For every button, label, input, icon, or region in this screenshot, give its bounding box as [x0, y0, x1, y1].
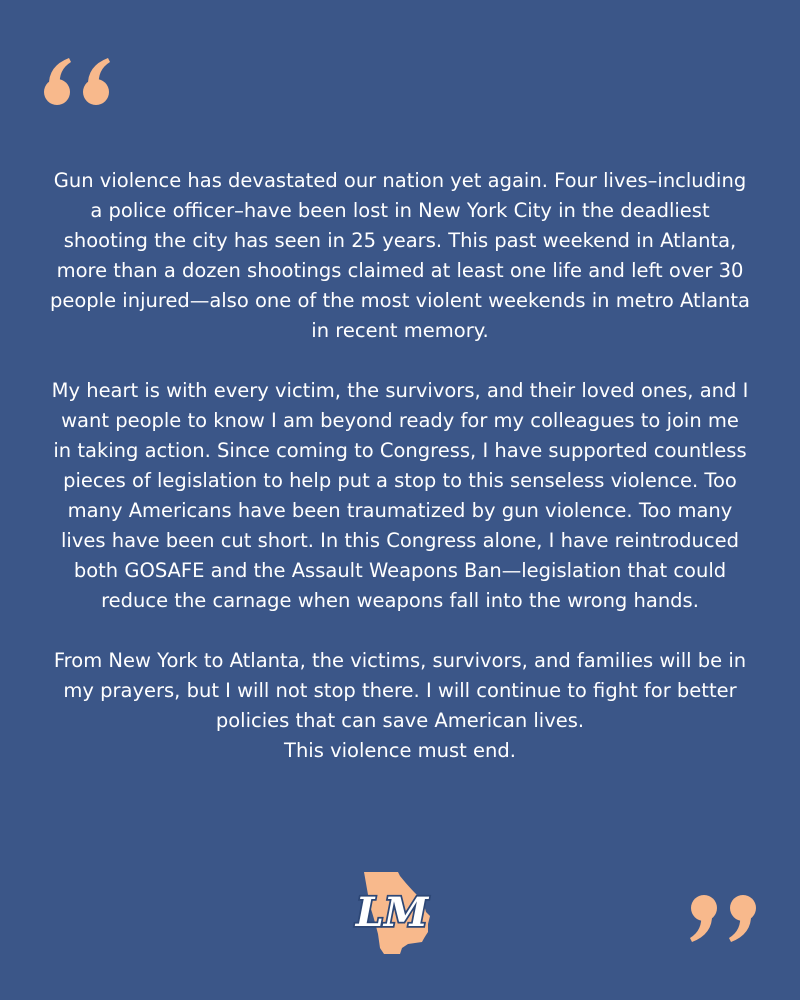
close-quote-icon	[680, 892, 760, 948]
statement-paragraph-3	[50, 646, 750, 766]
closing-line: This violence must end.	[284, 739, 516, 762]
statement-text	[50, 166, 750, 766]
statement-paragraph-3-text: From New York to Atlanta, the victims, survivors, and families will be in my prayers, but I will not stop there. I will continue to fight for better policies that can save American lives.	[53, 649, 747, 732]
statement-paragraph-1: Gun violence has devastated our nation yet again. Four lives–including a police officer–have been lost in New York City in the deadliest shooting the city has seen in 25 years. This past weekend in Atlanta, more than a dozen shootings claimed at least one life and left over 30 people injured—also one of the most violent weekends in metro Atlanta in recent memory.	[50, 169, 751, 342]
georgia-state-logo-icon	[348, 868, 440, 960]
open-quote-icon	[40, 52, 120, 108]
statement-paragraph-2: My heart is with every victim, the survivors, and their loved ones, and I want people to know I am beyond ready for my colleagues to join me in taking action. Since coming to Congress, I have supported countless pieces of legislation to help put a stop to this senseless violence. Too many Americans have been traumatized by gun violence. Too many lives have been cut short. In this Congress alone, I have reintroduced both GOSAFE and the Assault Weapons Ban—legislation that could reduce the carnage when weapons fall into the wrong hands.	[51, 379, 749, 612]
logo-monogram: LM	[355, 889, 429, 936]
